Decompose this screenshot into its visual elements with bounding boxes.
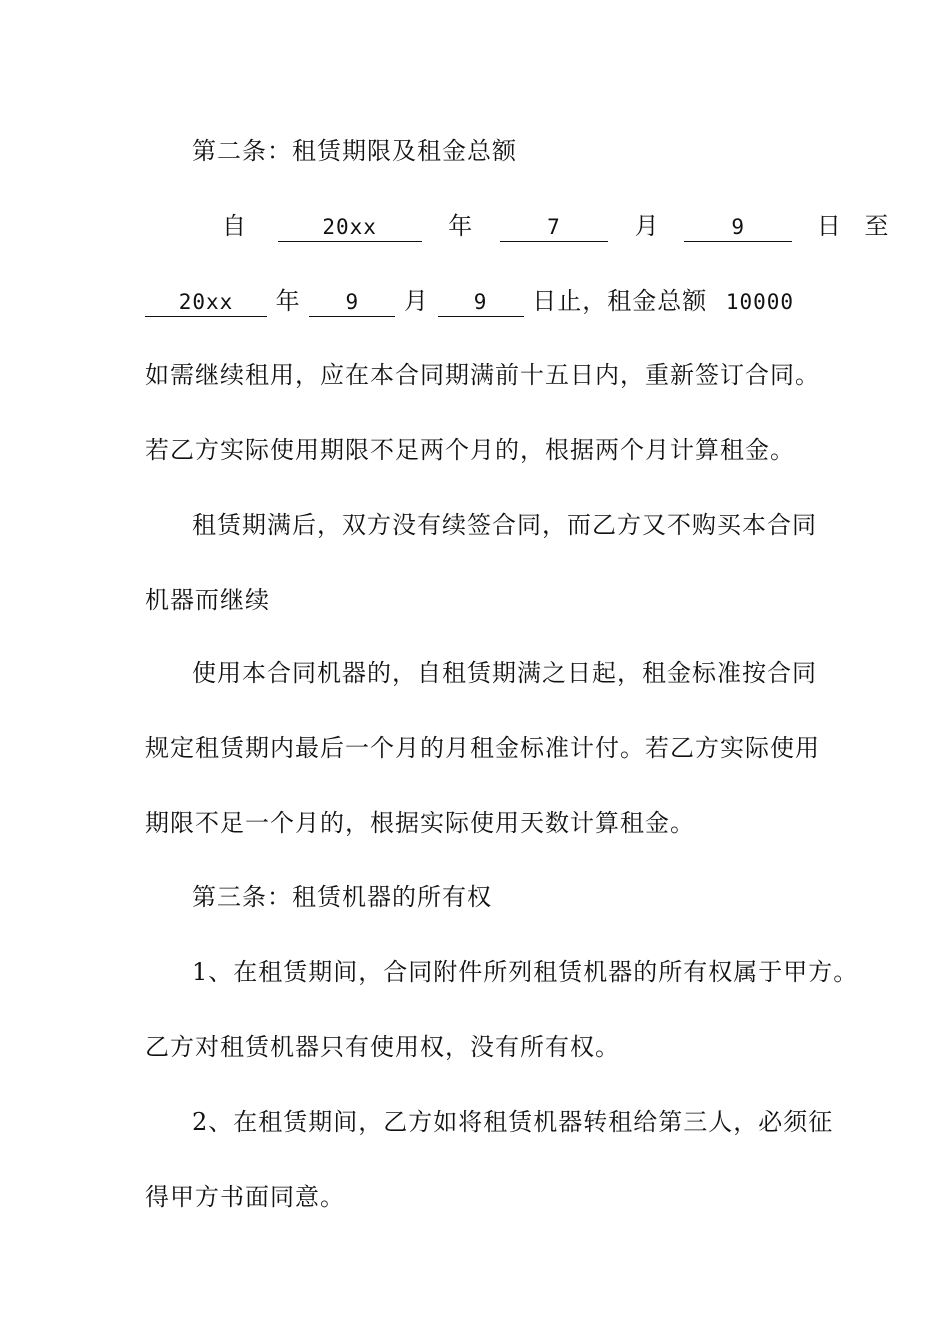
end-day-field: 9 bbox=[438, 289, 524, 317]
end-year-field: 20xx bbox=[145, 289, 267, 317]
article-3-heading: 第三条：租赁机器的所有权 bbox=[192, 883, 492, 911]
ownership-item-2-line-1: 2、在租赁期间，乙方如将租赁机器转租给第三人，必须征 bbox=[192, 1108, 834, 1136]
rental-end-date-line bbox=[145, 283, 825, 319]
start-day-field: 9 bbox=[684, 214, 792, 242]
continued-use-paragraph-line-1: 使用本合同机器的，自租赁期满之日起，租金标准按合同 bbox=[192, 659, 817, 687]
ownership-item-1-line-2: 乙方对租赁机器只有使用权，没有所有权。 bbox=[145, 1033, 620, 1061]
continued-use-paragraph-line-2: 规定租赁期内最后一个月的月租金标准计付。若乙方实际使用 bbox=[145, 734, 820, 762]
rental-start-date-line bbox=[222, 208, 902, 244]
end-suffix-label: 日止，租金总额 bbox=[532, 287, 708, 315]
month-label: 月 bbox=[634, 212, 660, 240]
ownership-item-2-line-2: 得甲方书面同意。 bbox=[145, 1183, 345, 1211]
from-label: 自 bbox=[222, 212, 247, 240]
day-label: 日 bbox=[816, 212, 842, 240]
renewal-paragraph: 如需继续租用，应在本合同期满前十五日内，重新签订合同。 bbox=[145, 361, 820, 389]
to-label: 至 bbox=[864, 212, 890, 240]
minimum-period-paragraph: 若乙方实际使用期限不足两个月的，根据两个月计算租金。 bbox=[145, 436, 795, 464]
ownership-item-1-line-1: 1、在租赁期间，合同附件所列租赁机器的所有权属于甲方。 bbox=[192, 958, 859, 986]
start-month-field: 7 bbox=[500, 214, 608, 242]
month-label: 月 bbox=[403, 287, 429, 315]
article-2-heading: 第二条：租赁期限及租金总额 bbox=[192, 137, 517, 165]
year-label: 年 bbox=[275, 287, 301, 315]
rent-total-value: 10000 bbox=[725, 290, 795, 314]
start-year-field: 20xx bbox=[278, 214, 422, 242]
expiry-paragraph-line-2: 机器而继续 bbox=[145, 586, 270, 614]
expiry-paragraph-line-1: 租赁期满后，双方没有续签合同，而乙方又不购买本合同 bbox=[192, 511, 817, 539]
continued-use-paragraph-line-3: 期限不足一个月的，根据实际使用天数计算租金。 bbox=[145, 809, 695, 837]
end-month-field: 9 bbox=[309, 289, 395, 317]
year-label: 年 bbox=[448, 212, 474, 240]
